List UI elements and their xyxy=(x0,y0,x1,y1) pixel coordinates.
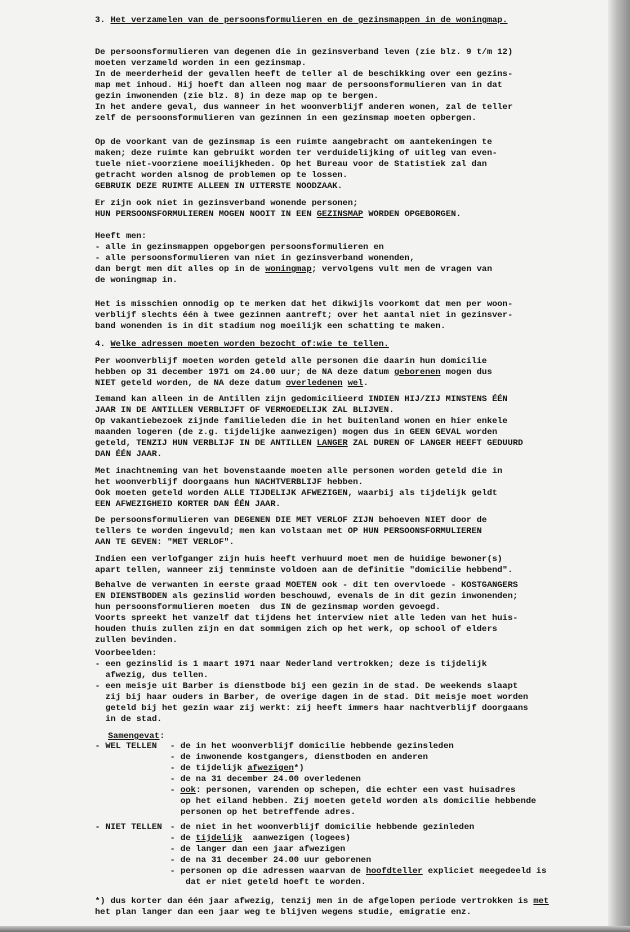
text-segment: - de in het woonverblijf domicilie hebbende gezinsleden xyxy=(170,741,454,751)
underlined-text: tijdelijk xyxy=(195,833,243,843)
text-segment: GEBRUIK DEZE RUIMTE ALLEEN IN UITERSTE NOODZAAK. xyxy=(95,181,343,191)
text-segment: Het is misschien onnodig op te merken dat het dikwijls voorkomt dat men per woon- xyxy=(95,299,513,309)
text-line xyxy=(95,635,518,646)
text-segment: het woonverblijf doorgaans hun NACHTVERBLIJF hebben. xyxy=(95,477,364,487)
text-segment: Voorbeelden: xyxy=(95,648,157,658)
text-line xyxy=(95,264,492,275)
text-line xyxy=(95,339,389,350)
text-line xyxy=(95,488,502,499)
underlined-text: geborenen xyxy=(394,367,441,377)
text-segment: houden thuis zullen zijn en dat sommigen zich op het werk, op school of elders xyxy=(95,624,498,634)
underlined-text: hoofdteller xyxy=(365,866,423,876)
text-line xyxy=(95,591,518,602)
text-segment: 3. xyxy=(95,15,111,25)
text-segment: ; vervolgens vult men de vragen van xyxy=(311,264,493,274)
underlined-text: afwezigen xyxy=(247,763,294,773)
text-line xyxy=(95,198,461,209)
text-line xyxy=(170,741,536,752)
text-line xyxy=(95,681,528,692)
text-segment: NIET geteld worden, de NA deze datum xyxy=(95,378,286,388)
text-segment: moeten verzameld worden in een gezinsmap. xyxy=(95,58,307,68)
text-segment: Iemand kan alleen in de Antillen zijn gedomicilieerd INDIEN HIJ/ZIJ MINSTENS ÉÉN xyxy=(95,394,508,404)
text-line xyxy=(95,438,523,449)
text-line xyxy=(95,242,492,253)
text-segment: Op vakantiebezoek zijnde familieleden die in het buitenland wonen en hier enkele xyxy=(95,416,508,426)
text-segment: apart tellen, wanneer zij tenminste voldoen aan de definitie "domicilie hebbend". xyxy=(95,565,513,575)
text-segment: de woningmap in. xyxy=(95,275,178,285)
page-edge-shadow xyxy=(608,0,630,932)
paragraph-onnodig xyxy=(95,299,513,332)
text-line xyxy=(95,670,487,681)
text-segment: afwezig, dus tellen. xyxy=(95,670,209,680)
text-segment: het plan langer dan een jaar weg te blijven wegens studie, emigratie enz. xyxy=(95,907,472,917)
text-line xyxy=(95,137,497,148)
text-line xyxy=(95,253,492,264)
text-line xyxy=(95,367,492,378)
text-line xyxy=(95,896,549,907)
text-line xyxy=(95,91,513,102)
paragraph-gedomicilieerd xyxy=(95,394,523,460)
wel-tellen-list xyxy=(170,741,536,818)
text-line xyxy=(95,321,513,332)
text-segment: - personen op die adressen waarvan de xyxy=(170,866,366,876)
text-segment: Heeft men: xyxy=(95,231,147,241)
text-line xyxy=(95,405,523,416)
text-segment: - de niet in het woonverblijf domicilie hebbende gezinleden xyxy=(170,822,475,832)
text-line xyxy=(95,602,518,613)
text-line xyxy=(95,69,513,80)
text-segment: aanwezigen (logees) xyxy=(242,833,351,843)
text-segment: Er zijn ook niet in gezinsverband wonende personen; xyxy=(95,198,359,208)
text-segment: 4. xyxy=(95,339,111,349)
text-segment: : xyxy=(159,731,165,741)
text-segment: hebben op 31 december 1971 om 24.00 uur; de NA deze datum xyxy=(95,367,395,377)
text-segment: getracht worden alsnog de problemen op te lossen. xyxy=(95,170,348,180)
text-line xyxy=(95,565,513,576)
text-segment: personen op het betreffende adres. xyxy=(170,807,356,817)
underlined-text: GEZINSMAP xyxy=(316,209,364,219)
text-line xyxy=(170,774,536,785)
text-line xyxy=(95,80,513,91)
text-line xyxy=(95,515,487,526)
text-line xyxy=(170,833,547,844)
underlined-text: wel xyxy=(347,378,364,388)
text-line xyxy=(95,526,487,537)
text-segment: HUN PERSOONSFORMULIEREN MOGEN NOOIT IN EEN xyxy=(95,209,317,219)
section-3-heading xyxy=(95,15,508,26)
text-segment: : personen, varenden op schepen, die echter een vast huisadres xyxy=(195,785,516,795)
text-segment: In de meerderheid der gevallen heeft de teller al de beschikking over een gezins- xyxy=(95,69,513,79)
text-segment: Per woonverblijf moeten worden geteld alle personen die daarin hun domicilie xyxy=(95,356,487,366)
text-line xyxy=(95,449,523,460)
text-segment: band wonenden is in dit stadium nog moeilijk een schatting te maken. xyxy=(95,321,446,331)
text-line xyxy=(170,855,547,866)
text-line xyxy=(95,554,513,565)
text-segment: in de stad. xyxy=(95,714,163,724)
text-line xyxy=(95,714,528,725)
text-line xyxy=(95,356,492,367)
text-segment: expliciet meegedeeld is xyxy=(422,866,547,876)
text-line xyxy=(95,102,513,113)
text-segment: - alle in gezinsmappen opgeborgen persoonsformulieren en xyxy=(95,242,384,252)
text-segment: Voorts spreekt het vanzelf dat tijdens het interview niet alle leden van het huis- xyxy=(95,613,518,623)
text-line xyxy=(95,159,497,170)
text-line xyxy=(95,624,518,635)
text-line xyxy=(95,477,502,488)
text-line xyxy=(170,763,536,774)
text-line xyxy=(170,807,536,818)
examples-title xyxy=(95,648,157,659)
text-line xyxy=(95,299,513,310)
text-line xyxy=(95,499,502,510)
text-segment: ZAL DUREN OF LANGER HEEFT GEDUURD xyxy=(347,438,524,448)
paragraph-verlof xyxy=(95,515,487,548)
text-line xyxy=(95,659,487,670)
text-segment: - de inwonende kostgangers, dienstboden en anderen xyxy=(170,752,428,762)
text-line xyxy=(95,613,518,624)
text-segment: EEN AFWEZIGHEID KORTER DAN ÉÉN JAAR. xyxy=(95,499,281,509)
text-segment: WORDEN OPGEBORGEN. xyxy=(363,209,462,219)
text-segment: De persoonsformulieren van DEGENEN DIE MET VERLOF ZIJN behoeven NIET door de xyxy=(95,515,487,525)
text-line xyxy=(95,427,523,438)
text-line xyxy=(95,907,549,918)
text-segment: maken; deze ruimte kan gebruikt worden ter verduidelijking of uitleg van even- xyxy=(95,148,498,158)
text-line xyxy=(95,703,528,714)
footnote xyxy=(95,896,549,918)
text-segment: Op de voorkant van de gezinsmap is een ruimte aangebracht om aantekeningen te xyxy=(95,137,493,147)
text-segment: tellers te worden ingevuld; men kan volstaan met OP HUN PERSOONSFORMULIEREN xyxy=(95,526,482,536)
text-line xyxy=(170,844,547,855)
text-line xyxy=(170,796,536,807)
text-line xyxy=(95,648,157,659)
text-line xyxy=(95,47,513,58)
text-line xyxy=(95,148,497,159)
text-line xyxy=(95,15,508,26)
paragraph-gezinsmap xyxy=(95,47,513,124)
text-segment: dat er niet geteld hoeft te worden. xyxy=(170,877,366,887)
text-line xyxy=(95,692,528,703)
text-segment: op het eiland hebben. Zij moeten geteld worden als domicilie hebbende xyxy=(170,796,537,806)
underlined-text: met xyxy=(533,896,549,906)
paragraph-verlofganger xyxy=(95,554,513,576)
text-segment: mogen dus xyxy=(440,367,493,377)
text-line xyxy=(95,231,492,242)
text-segment: EN DIENSTBODEN als gezinslid worden beschouwd, evenals de in dit gezin inwonenden; xyxy=(95,591,518,601)
underlined-text: LANGER xyxy=(316,438,348,448)
text-segment: - de na 31 december 24.00 overledenen xyxy=(170,774,361,784)
paragraph-kostgangers xyxy=(95,580,518,646)
niet-tellen-list xyxy=(170,822,547,888)
text-line xyxy=(170,877,547,888)
text-line xyxy=(95,275,492,286)
paragraph-per-woonverblijf xyxy=(95,356,492,389)
underlined-text: woningmap xyxy=(265,264,312,274)
text-segment: In het andere geval, dus wanneer in het woonverblijf anderen wonen, zal de teller xyxy=(95,102,513,112)
example-2 xyxy=(95,681,528,725)
text-segment: De persoonsformulieren van degenen die in gezinsverband leven (zie blz. 9 t/m 12) xyxy=(95,47,513,57)
text-segment: zullen bevinden. xyxy=(95,635,178,645)
underlined-text: Het verzamelen van de persoonsformulieren en de gezinsmappen in de woningmap. xyxy=(110,15,508,25)
text-segment: . xyxy=(363,378,369,388)
text-line xyxy=(95,310,513,321)
text-segment: AAN TE GEVEN: "MET VERLOF". xyxy=(95,537,235,547)
text-segment: map met inhoud. Hij hoeft dan alleen nog maar de persoonsformulieren van in dat xyxy=(95,80,503,90)
text-line xyxy=(95,113,513,124)
text-segment: gezin inwonenden (zie blz. 8) in deze map op te bergen. xyxy=(95,91,379,101)
text-line xyxy=(170,822,547,833)
underlined-text: ook xyxy=(180,785,196,795)
text-line xyxy=(95,209,461,220)
text-segment: - WEL TELLEN xyxy=(95,741,157,751)
underlined-text: Samengevat xyxy=(108,731,160,741)
text-line xyxy=(95,741,157,752)
page-bottom-edge xyxy=(0,926,630,932)
text-segment: Met inachtneming van het bovenstaande moeten alle personen worden geteld die in xyxy=(95,466,503,476)
text-line xyxy=(95,537,487,548)
text-segment: *) xyxy=(293,763,305,773)
wel-tellen-label xyxy=(95,741,157,752)
text-segment: tuele niet-voorziene moeilijkheden. Op het Bureau voor de Statistiek zal dan xyxy=(95,159,487,169)
text-segment: - een meisje uit Barber is dienstbode bij een gezin in de stad. De weekends slaapt xyxy=(95,681,518,691)
paragraph-nachtverblijf xyxy=(95,466,502,510)
text-segment: geteld, TENZIJ HUN VERBLIJF IN DE ANTILLEN xyxy=(95,438,317,448)
text-segment: - de na 31 december 24.00 uur geborenen xyxy=(170,855,372,865)
text-segment: zij bij haar ouders in Barber, de overige dagen in de stad. Dit meisje moet worden xyxy=(95,692,529,702)
text-line xyxy=(170,785,536,796)
underlined-text: overledenen xyxy=(285,378,343,388)
text-segment: - NIET TELLEN xyxy=(95,822,163,832)
text-segment: Behalve de verwanten in eerste graad MOETEN ook - dit ten overvloede - KOSTGANGERS xyxy=(95,580,518,590)
paragraph-heeft-men xyxy=(95,231,492,286)
text-line xyxy=(95,822,162,833)
text-segment: Indien een verlofganger zijn huis heeft verhuurd moet men de huidige bewoner(s) xyxy=(95,554,503,564)
paragraph-niet-gezinsverband xyxy=(95,198,461,220)
text-segment: DAN ÉÉN JAAR. xyxy=(95,449,163,459)
text-segment: hun persoonsformulieren moeten dus IN de gezinsmap worden gevoegd. xyxy=(95,602,441,612)
text-segment: JAAR IN DE ANTILLEN VERBLIJFT OF VERMOEDELIJK ZAL BLIJVEN. xyxy=(95,405,395,415)
text-segment: - de xyxy=(170,833,196,843)
text-segment: maanden logeren (de z.g. tijdelijke aanwezigen) mogen dus in GEEN GEVAL worden xyxy=(95,427,498,437)
text-segment: zelf de persoonsformulieren van gezinnen in een gezinsmap moeten opbergen. xyxy=(95,113,477,123)
text-segment: *) dus korter dan één jaar afwezig, tenzij men in de afgelopen periode vertrokken is xyxy=(95,896,534,906)
example-1 xyxy=(95,659,487,681)
text-line xyxy=(95,181,497,192)
text-line xyxy=(95,58,513,69)
text-line xyxy=(95,416,523,427)
text-line xyxy=(95,394,523,405)
text-segment: geteld bij het gezin waar zij werkt: zij heeft immers haar nachtverblijf doorgaans xyxy=(95,703,529,713)
text-line xyxy=(170,752,536,763)
text-line xyxy=(95,170,497,181)
text-segment: - de tijdelijk xyxy=(170,763,248,773)
underlined-text: Welke adressen moeten worden bezocht of:wie te tellen. xyxy=(110,339,389,349)
text-segment: - een gezinslid is 1 maart 1971 naar Nederland vertrokken; deze is tijdelijk xyxy=(95,659,487,669)
text-segment: verblijf slechts één à twee gezinnen aantreft; over het aantal niet in gezinsver- xyxy=(95,310,513,320)
text-segment: - xyxy=(170,785,181,795)
text-segment: - alle persoonsformulieren van niet in gezinsverband wonenden, xyxy=(95,253,415,263)
text-segment: - de langer dan een jaar afwezigen xyxy=(170,844,346,854)
paragraph-voorkant xyxy=(95,137,497,192)
text-segment: Ook moeten geteld worden ALLE TIJDELIJK AFWEZIGEN, waarbij als tijdelijk geldt xyxy=(95,488,498,498)
niet-tellen-label xyxy=(95,822,162,833)
text-line xyxy=(95,580,518,591)
text-line xyxy=(170,866,547,877)
text-segment: dan bergt men dit alles op in de xyxy=(95,264,266,274)
text-line xyxy=(95,466,502,477)
text-line xyxy=(95,378,492,389)
section-4-heading xyxy=(95,339,389,350)
